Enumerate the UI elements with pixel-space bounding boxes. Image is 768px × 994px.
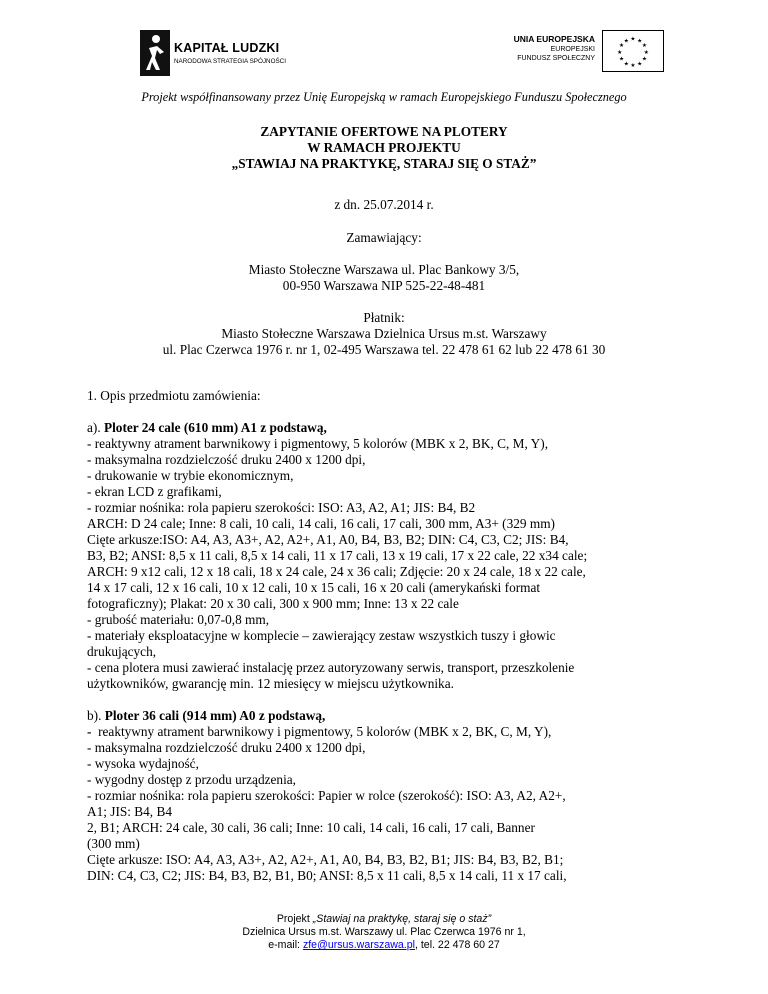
item-a-heading-text: Ploter 24 cale (610 mm) A1 z podstawą, [103,420,327,435]
orderer-line-2: 00-950 Warszawa NIP 525-22-48-481 [282,278,486,293]
eu-line-2: EUROPEJSKI [550,46,595,53]
item-a-prefix: a). [87,420,104,435]
orderer-line-1: Miasto Stołeczne Warszawa ul. Plac Bankowy 3/5, [248,262,520,277]
item-b-line: DIN: C4, C3, C2; JIS: B4, B3, B2, B1, B0; ANSI: 8,5 x 11 cali, 8,5 x 14 cali, 11 x 17 cali, [87,868,567,883]
item-a-line: - maksymalna rozdzielczość druku 2400 x 1200 dpi, [87,452,366,467]
footer-project-prefix: Projekt [276,913,313,925]
footer-line-3 [0,939,768,952]
item-b-first-line-text: reaktywny atrament barwnikowy i pigmentowy, 5 kolorów (MBK x 2, BK, C, M, Y), [91,724,552,739]
item-a-line: użytkowników, gwarancję min. 12 miesięcy w miejscu użytkownika. [87,676,454,691]
item-a-line: drukujących, [87,644,157,659]
item-a-lines [87,436,687,692]
footer-line-2: Dzielnica Ursus m.st. Warszawy ul. Plac Czerwca 1976 nr 1, [242,926,526,938]
footer-line-1 [0,913,768,926]
svg-text:★: ★ [643,49,649,56]
svg-text:★: ★ [619,43,625,50]
svg-text:★: ★ [630,36,636,43]
item-a-line: - grubość materiału: 0,07-0,8 mm, [87,612,270,627]
item-a-line: - materiały eksploatacyjne w komplecie – zawierający zestaw wszystkich tuszy i głowic [87,628,556,643]
item-b-heading-text: Ploter 36 cali (914 mm) A0 z podstawą, [104,708,326,723]
svg-text:★: ★ [619,56,625,63]
item-a-line: B3, B2; ANSI: 8,5 x 11 cali, 8,5 x 14 cali, 11 x 17 cali, 13 x 19 cali, 17 x 22 cale, 22 x34 cale; [87,548,588,563]
svg-text:★: ★ [637,61,643,68]
eu-logo [500,30,664,74]
svg-text:★: ★ [637,38,643,45]
item-b-line: - rozmiar nośnika: rola papieru szerokości: Papier w rolce (szerokość): ISO: A3, A2, A2+, [87,788,566,803]
title-line-2: W RAMACH PROJEKTU [307,140,461,155]
item-b-lines [87,740,687,884]
item-b [87,708,687,884]
item-b-line: - wysoka wydajność, [87,756,199,771]
item-a-line: - drukowanie w trybie ekonomicznym, [87,468,294,483]
item-a-line: fotograficzny); Plakat: 20 x 30 cali, 300 x 900 mm; Inne: 13 x 22 cale [87,596,459,611]
eu-text [514,34,595,63]
page-footer [0,913,768,952]
item-a-line: - cena plotera musi zawierać instalację przez autoryzowany serwis, transport, przeszkolenie [87,660,575,675]
item-b-line: - wygodny dostęp z przodu urządzenia, [87,772,296,787]
document-title [0,124,768,172]
svg-text:★: ★ [617,49,623,56]
item-b-line: A1; JIS: B4, B4 [87,804,172,819]
section-heading: 1. Opis przedmiotu zamówienia: [87,388,261,403]
footer-email-link[interactable]: zfe@ursus.warszawa.pl [302,939,415,951]
item-b-first-line [87,724,687,740]
item-b-line: - maksymalna rozdzielczość druku 2400 x 1200 dpi, [87,740,366,755]
kapital-ludzki-subtitle: NARODOWA STRATEGIA SPÓJNOŚCI [174,58,286,65]
payer-line-1: Miasto Stołeczne Warszawa Dzielnica Ursus m.st. Warszawy [221,326,547,341]
svg-text:★: ★ [630,63,636,70]
item-b-prefix: b). [87,708,105,723]
document-date: z dn. 25.07.2014 r. [334,197,434,212]
item-b-line: 2, B1; ARCH: 24 cale, 30 cali, 36 cali; Inne: 10 cali, 14 cali, 16 cali, 17 cali, Banner [87,820,535,835]
item-a [87,420,687,692]
payer-label: Płatnik: [363,310,405,325]
item-b-line: Cięte arkusze: ISO: A4, A3, A3+, A2, A2+, A1, A0, B4, B3, B2, B1; JIS: B4, B3, B2, B1; [87,852,564,867]
footer-email-label: e-mail: [268,939,303,951]
title-line-3: „STAWIAJ NA PRAKTYKĘ, STARAJ SIĘ O STAŻ” [231,156,537,171]
cofinanced-notice: Projekt współfinansowany przez Unię Europejską w ramach Europejskiego Funduszu Społecznego [141,90,627,104]
svg-text:★: ★ [641,56,647,63]
item-b-line: (300 mm) [87,836,140,851]
item-a-line: Cięte arkusze:ISO: A4, A3, A3+, A2, A2+, A1, A0, B4, B3, B2; DIN: C4, C3, C2; JIS: B4, [87,532,569,547]
title-line-1: ZAPYTANIE OFERTOWE NA PLOTERY [260,124,508,139]
payer-line-2: ul. Plac Czerwca 1976 r. nr 1, 02-495 Warszawa tel. 22 478 61 62 lub 22 478 61 30 [162,342,606,357]
eu-line-3: FUNDUSZ SPOŁECZNY [517,55,595,62]
kapital-ludzki-emblem-icon [140,30,170,76]
item-b-dash: - [87,724,92,739]
footer-project-name: „Stawiaj na praktykę, staraj się o staż” [312,913,492,925]
kapital-ludzki-logo [140,30,340,80]
svg-text:★: ★ [623,61,629,68]
item-a-heading [87,420,687,436]
footer-phone: , tel. 22 478 60 27 [414,939,500,951]
kapital-ludzki-title: KAPITAŁ LUDZKI [174,41,280,55]
item-b-heading [87,708,687,724]
item-a-line: ARCH: 9 x12 cali, 12 x 18 cali, 18 x 24 cale, 24 x 36 cali; Zdjęcie: 20 x 24 cale, 18 x 22 cale, [87,564,586,579]
svg-text:★: ★ [641,43,647,50]
item-a-line: - reaktywny atrament barwnikowy i pigmentowy, 5 kolorów (MBK x 2, BK, C, M, Y), [87,436,549,451]
eu-flag-icon [602,30,664,72]
item-a-line: - rozmiar nośnika: rola papieru szerokości: ISO: A3, A2, A1; JIS: B4, B2 [87,500,476,515]
item-a-line: 14 x 17 cali, 12 x 16 cali, 10 x 12 cali, 10 x 15 cali, 16 x 20 cali (amerykański format [87,580,541,595]
svg-text:★: ★ [623,38,629,45]
item-a-line: ARCH: D 24 cale; Inne: 8 cali, 10 cali, 14 cali, 16 cali, 17 cali, 300 mm, A3+ (329 mm) [87,516,555,531]
orderer-label: Zamawiający: [346,230,422,245]
eu-line-1: UNIA EUROPEJSKA [513,34,595,44]
item-a-line: - ekran LCD z grafikami, [87,484,222,499]
